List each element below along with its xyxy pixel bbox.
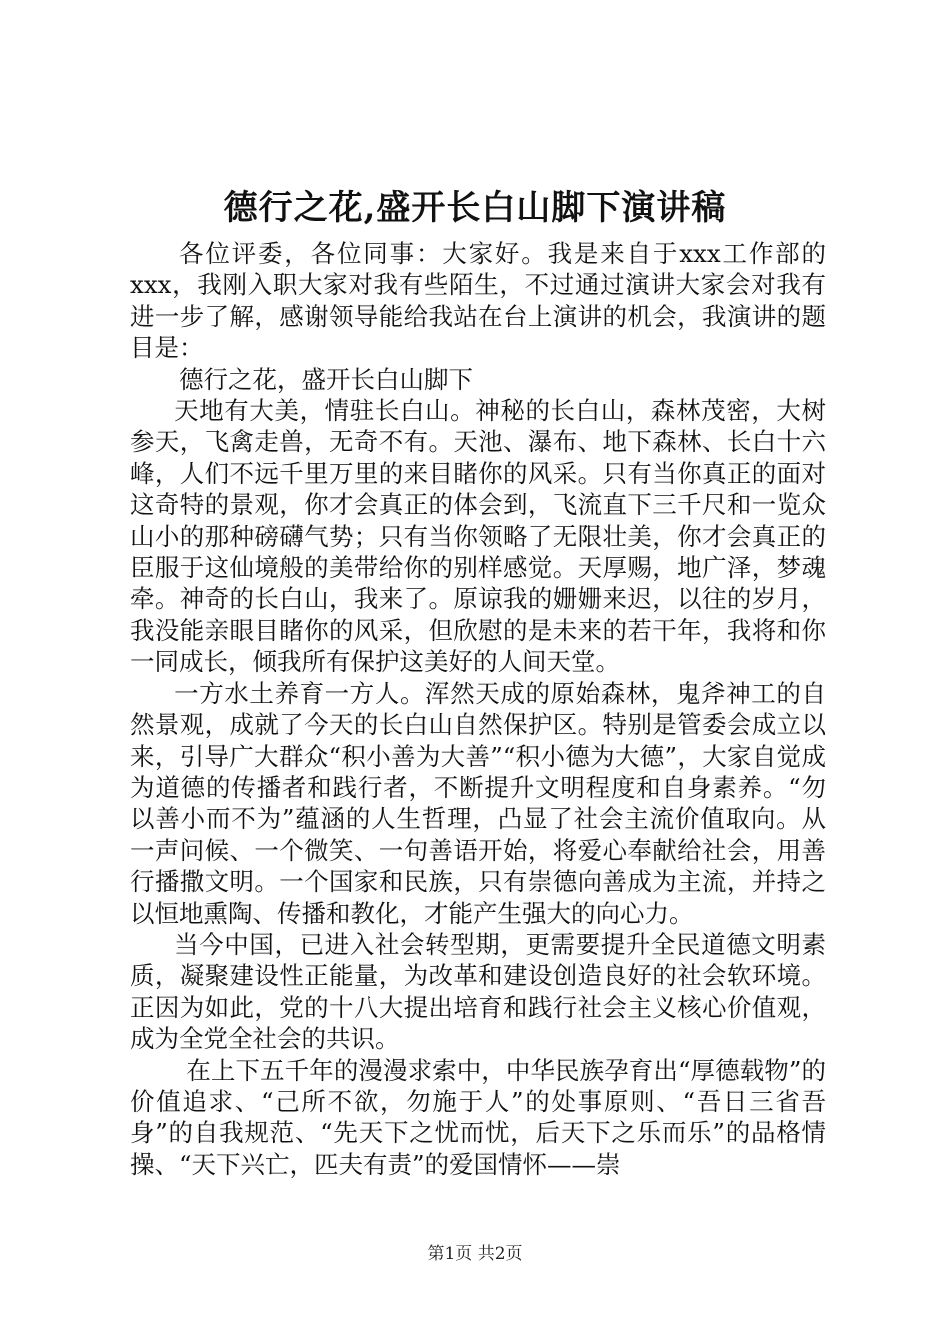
- paragraph-changbai-beauty: 天地有大美，情驻长白山。神秘的长白山，森林茂密，大树参天，飞禽走兽，无奇不有。天池、瀑布、地下森林、长白十六峰，人们不远千里万里的来目睹你的风采。只有当你真正的面对这奇特的景观，你才会真正的体会到，飞流直下三千尺和一览众山小的那种磅礴气势；只有当你领略了无限壮美，你才会真正的臣服于这仙境般的美带给你的别样感觉。天厚赐，地广泽，梦魂牵。神奇的长白山，我来了。原谅我的姗姗来迟，以往的岁月，我没能亲眼目睹你的风采，但欣慰的是未来的若干年，我将和你一同成长，倾我所有保护这美好的人间天堂。: [130, 396, 826, 677]
- paragraph-chinese-tradition: 在上下五千年的漫漫求索中，中华民族孕育出“厚德载物”的价值追求、“己所不欲，勿施于人”的处事原则、“吾日三省吾身”的自我规范、“先天下之忧而忧，后天下之乐而乐”的品格情操、“天下兴亡，匹夫有责”的爱国情怀——崇: [130, 1055, 826, 1179]
- page-number-footer: 第1页 共2页: [427, 1244, 523, 1264]
- paragraph-speech-topic: 德行之花，盛开长白山脚下: [179, 364, 473, 394]
- paragraph-greeting: 各位评委，各位同事：大家好。我是来自于xxx工作部的xxx，我刚入职大家对我有些陌生，不过通过演讲大家会对我有进一步了解，感谢领导能给我站在台上演讲的机会，我演讲的题目是：: [130, 239, 826, 363]
- paragraph-virtue-culture: 一方水土养育一方人。浑然天成的原始森林，鬼斧神工的自然景观，成就了今天的长白山自然保护区。特别是管委会成立以来，引导广大群众“积小善为大善”“积小德为大德”，大家自觉成为道德的传播者和践行者，不断提升文明程度和自身素养。“勿以善小而不为”蕴涵的人生哲理，凸显了社会主流价值取向。从一声问候、一个微笑、一句善语开始，将爱心奉献给社会，用善行播撒文明。一个国家和民族，只有崇德向善成为主流，并持之以恒地熏陶、传播和教化，才能产生强大的向心力。: [130, 678, 826, 928]
- document-body: [130, 238, 826, 1180]
- paragraph-social-transition: 当今中国，已进入社会转型期，更需要提升全民道德文明素质，凝聚建设性正能量，为改革和建设创造良好的社会软环境。正因为如此，党的十八大提出培育和践行社会主义核心价值观，成为全党全社会的共识。: [130, 929, 826, 1054]
- document-title: 德行之花,盛开长白山脚下演讲稿: [223, 188, 727, 228]
